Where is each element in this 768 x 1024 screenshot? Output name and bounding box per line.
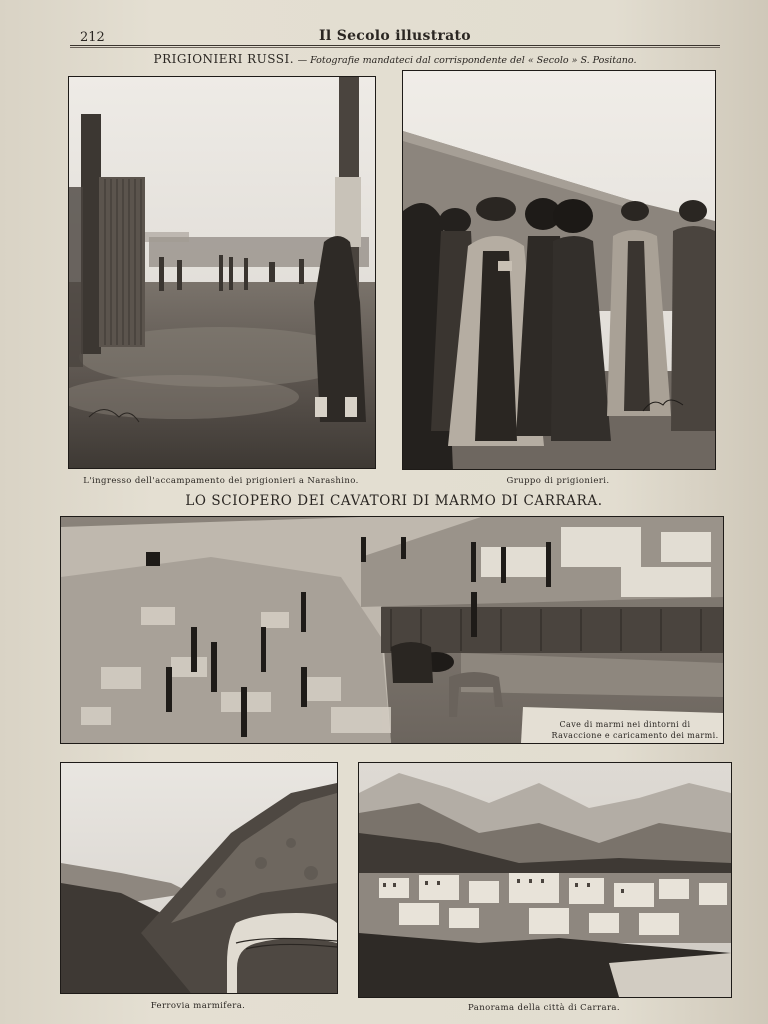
- photo-marble-quarry: [60, 516, 724, 744]
- section-title-prisoners: [70, 52, 720, 66]
- photo-camp-entrance: [68, 76, 376, 469]
- header-rule: [70, 45, 720, 46]
- header-rule-thin: [70, 47, 720, 48]
- page-number: 212: [80, 30, 105, 45]
- caption-prisoners-group: Gruppo di prigionieri.: [506, 476, 610, 486]
- photo-prisoners-group: [402, 70, 716, 470]
- photo-marble-railway: [60, 762, 338, 994]
- section-title-main: PRIGIONIERI RUSSI.: [153, 52, 295, 66]
- section-title-quarry-strike: LO SCIOPERO DEI CAVATORI DI MARMO DI CARRARA.: [185, 493, 603, 509]
- caption-quarry-line1: Cave di marmi nei dintorni di: [559, 720, 691, 729]
- photo-carrara-panorama: [358, 762, 732, 998]
- caption-camp-entrance: L'ingresso dell'accampamento dei prigionieri a Narashino.: [83, 476, 359, 486]
- caption-quarry-line2: Ravaccione e caricamento dei marmi.: [551, 731, 719, 740]
- caption-panorama: Panorama della città di Carrara.: [468, 1003, 620, 1013]
- section-title-subtitle: — Fotografie mandateci dal corrispondente del « Secolo » S. Positano.: [297, 55, 637, 66]
- masthead: Il Secolo illustrato: [319, 28, 471, 44]
- caption-railway: Ferrovia marmifera.: [150, 1001, 246, 1011]
